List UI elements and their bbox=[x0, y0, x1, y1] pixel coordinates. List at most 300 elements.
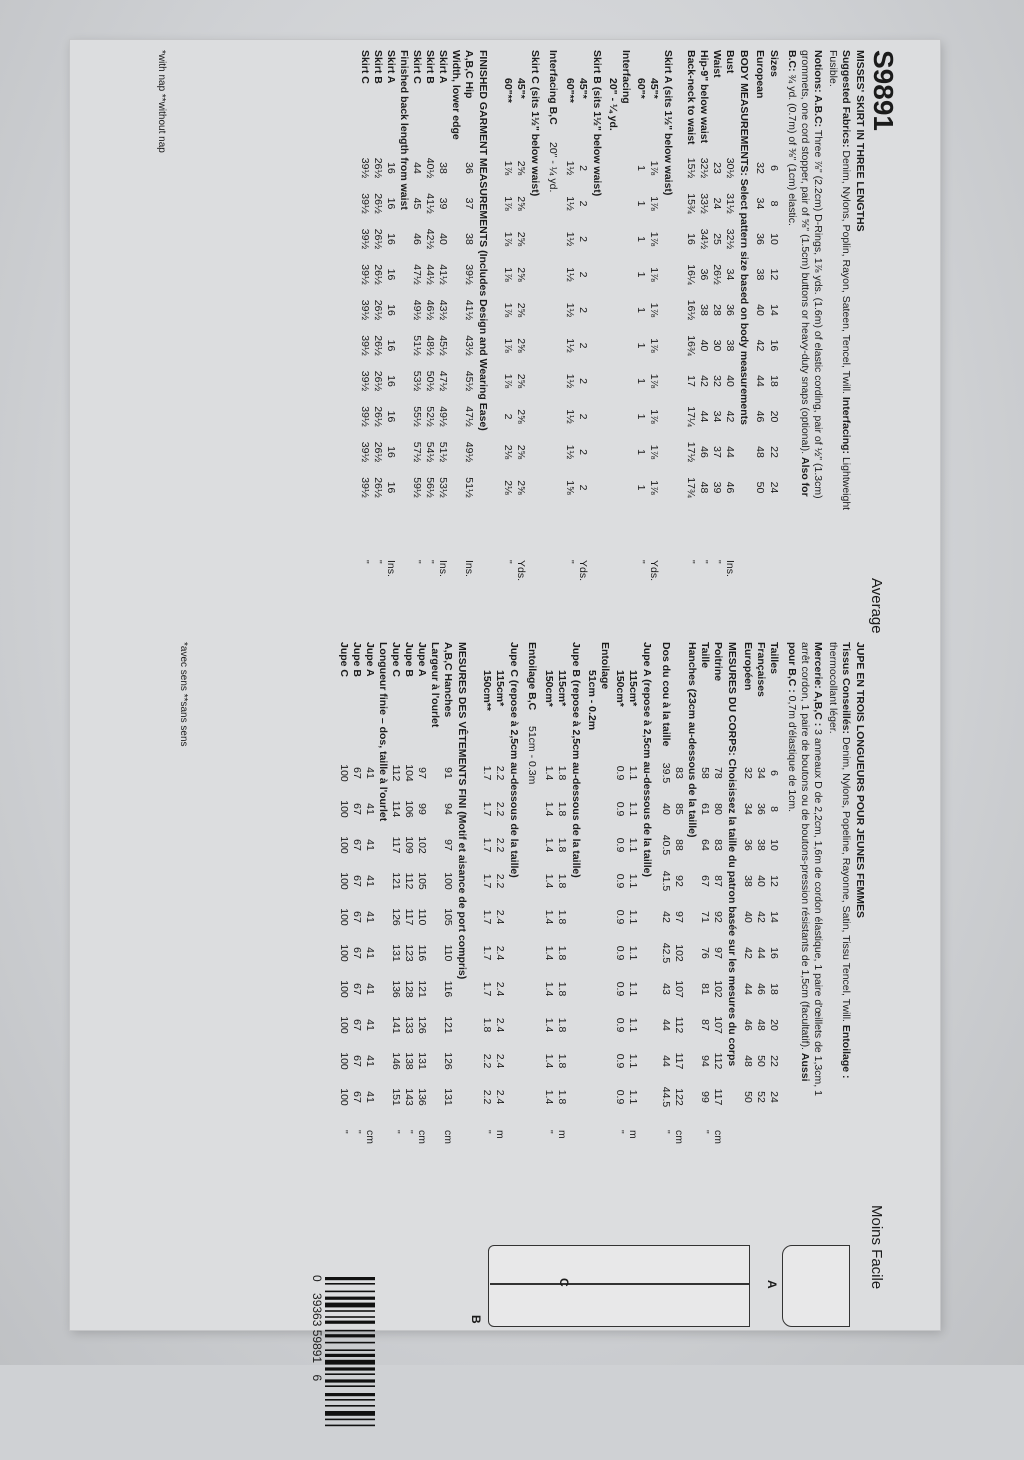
en-sizes-value: 24 bbox=[768, 481, 780, 494]
fr-jupe-b-row-value: 1.8 bbox=[556, 945, 568, 961]
fr-jupe-c-heading: Jupe C (repose à 2,5cm au-dessous de la taille) bbox=[508, 642, 520, 878]
en-back-row-value: 39½ bbox=[359, 157, 371, 179]
en-skirt-b-row-value: 2 bbox=[577, 378, 589, 384]
fr-jupe-c-row-value: 1.8 bbox=[481, 1017, 493, 1033]
barcode-check: 6 bbox=[310, 1374, 324, 1382]
en-back-row-value: 39½ bbox=[359, 299, 371, 321]
fr-width-row-value: 97 bbox=[416, 767, 428, 779]
barcode-bar bbox=[325, 1385, 375, 1387]
barcode-bar bbox=[325, 1373, 375, 1375]
en-sizes-value: 8 bbox=[768, 200, 780, 207]
fr-jupe-a-row-unit: m bbox=[627, 1130, 639, 1139]
fr-also-lead: Aussi bbox=[799, 1052, 811, 1082]
fr-europeen-value: 36 bbox=[742, 839, 754, 851]
fr-jupe-c-row-value: 2.2 bbox=[494, 801, 506, 817]
en-sizes-value: 20 bbox=[768, 410, 780, 423]
en-skirt-c-row-value: 1⅞ bbox=[502, 302, 514, 318]
fr-back-row-value: 67 bbox=[351, 767, 363, 779]
fr-body-row-value: 64 bbox=[699, 839, 711, 851]
barcode-bar bbox=[325, 1360, 375, 1365]
fr-entoilage-a-label: Entoilage bbox=[599, 642, 611, 690]
fr-body-row-label: Taille bbox=[699, 642, 711, 669]
fr-francaises-label: Françaises bbox=[755, 642, 767, 697]
en-width-row-value: 48½ bbox=[424, 335, 436, 356]
en-body-row-value: 32½ bbox=[698, 157, 710, 179]
fr-jupe-b-row-value: 1.4 bbox=[543, 837, 555, 853]
fr-width-row-value: 126 bbox=[416, 1016, 428, 1034]
en-notions-2: grommets, one cord stopper, pair of ⅝" (1.5cm) buttons or heavy-duty snaps (optional). bbox=[799, 50, 811, 455]
fr-tailles-value: 16 bbox=[768, 947, 780, 959]
en-sizes-value: 22 bbox=[768, 446, 780, 458]
en-skirt-a-row-value: 1⅞ bbox=[648, 480, 660, 495]
en-skirt-a-row-value: 1 bbox=[635, 200, 647, 207]
fr-entoilage-a-amount-label: 51cm - 0.2m bbox=[586, 670, 598, 731]
en-notions-line-3 bbox=[785, 50, 798, 226]
fr-tailles-value: 22 bbox=[768, 1055, 780, 1067]
fr-notions-line-2 bbox=[798, 642, 811, 1082]
en-back-row-value: 26½ bbox=[372, 406, 384, 427]
fr-back-row-unit: cm bbox=[364, 1130, 376, 1144]
fr-width-row-label: Jupe C bbox=[390, 642, 402, 678]
en-abc-hip-value: 43½ bbox=[463, 335, 475, 356]
fr-jupe-c-row-value: 1.7 bbox=[481, 945, 493, 961]
fr-footnote: *avec sens **sans sens bbox=[178, 642, 189, 747]
fr-fabrics bbox=[839, 642, 852, 1079]
fr-width-row-value: 131 bbox=[390, 944, 402, 962]
fr-body-row-value: 88 bbox=[673, 839, 685, 851]
fr-back-row-label: Jupe A bbox=[364, 642, 376, 677]
en-back-row-unit: " bbox=[372, 560, 384, 564]
en-back-row-value: 26½ bbox=[372, 193, 384, 214]
en-skirt-a-row-value: 1 bbox=[635, 378, 647, 384]
en-sizes-value: 18 bbox=[768, 375, 780, 387]
en-skirt-a-row-unit: " bbox=[635, 560, 647, 564]
fr-body-row-value: 41.5 bbox=[660, 870, 672, 892]
fr-body-row-label: Hanches (23cm au-dessous de la taille) bbox=[686, 642, 698, 838]
fr-back-row-value: 67 bbox=[351, 803, 363, 815]
fr-jupe-b-row-value: 1.4 bbox=[543, 1017, 555, 1033]
en-width-row-label: Skirt B bbox=[424, 50, 436, 84]
en-width-row-value: 51½ bbox=[411, 335, 423, 356]
fr-body-row-unit: " bbox=[699, 1130, 711, 1134]
fr-width-row-value: 109 bbox=[403, 836, 415, 854]
fr-back-row-value: 100 bbox=[338, 1016, 350, 1034]
en-body-row-value: 17¼ bbox=[685, 406, 697, 427]
en-width-row-value: 53½ bbox=[437, 477, 449, 498]
fr-jupe-a-row-value: 0.9 bbox=[614, 801, 626, 817]
en-european-value: 44 bbox=[754, 375, 766, 387]
fr-body-row-value: 61 bbox=[699, 803, 711, 815]
barcode-bar bbox=[325, 1393, 375, 1396]
fr-body-row-value: 44.5 bbox=[660, 1086, 672, 1108]
fr-width-row-value: 121 bbox=[390, 872, 402, 890]
en-abc-hip-value: 49½ bbox=[463, 441, 475, 463]
en-european-value: 42 bbox=[754, 339, 766, 352]
en-skirt-b-row-value: 1½ bbox=[564, 267, 576, 282]
difficulty-fr: Moins Facile bbox=[868, 1205, 885, 1290]
fr-back-row-value: 67 bbox=[351, 947, 363, 959]
en-skirt-b-row-value: 2 bbox=[577, 236, 589, 242]
fr-jupe-a-row-unit: " bbox=[614, 1130, 626, 1134]
fr-body-row-value: 99 bbox=[699, 1091, 711, 1103]
fr-jupe-a-row-value: 0.9 bbox=[614, 1053, 626, 1069]
difficulty-en: Average bbox=[868, 578, 885, 634]
en-back-row-unit: " bbox=[359, 560, 371, 564]
fr-jupe-a-row-value: 1.1 bbox=[627, 909, 639, 925]
fr-notions-1: 3 anneaux D de 2,2cm, 1,6m de cordon élastique, 1 paire d'œillets de 1,3cm, 1 bbox=[812, 729, 824, 1096]
fr-body-row-value: 102 bbox=[673, 944, 685, 962]
fr-jupe-a-row-value: 0.9 bbox=[614, 945, 626, 961]
en-skirt-c-row-value: 2⅝ bbox=[515, 302, 527, 318]
fr-jupe-a-row-value: 1.1 bbox=[627, 873, 639, 889]
en-body-row-value: 33½ bbox=[698, 193, 710, 214]
en-body-row-value: 16¾ bbox=[685, 335, 697, 356]
en-notions-lead: Notions: A.B.C: bbox=[812, 50, 824, 128]
fr-francaises-value: 38 bbox=[755, 839, 767, 851]
en-body-row-value: 31½ bbox=[724, 193, 736, 214]
en-width-row-value: 59½ bbox=[411, 477, 423, 498]
fr-body-row-value: 87 bbox=[712, 875, 724, 887]
en-fabrics-text: Denim, Nylons, Poplin, Rayon, Sateen, Tencel, Twill. bbox=[840, 150, 852, 394]
fr-back-row-value: 67 bbox=[351, 911, 363, 923]
barcode-bar bbox=[325, 1334, 375, 1337]
en-width-row-value: 51½ bbox=[437, 441, 449, 463]
fr-jupe-c-row-value: 2.4 bbox=[494, 945, 506, 961]
barcode-bar bbox=[325, 1297, 375, 1300]
en-body-row-unit: Ins. bbox=[724, 560, 736, 577]
en-body-row-value: 17½ bbox=[685, 441, 697, 463]
en-body-row-value: 44 bbox=[724, 446, 736, 458]
fr-back-row-label: Jupe C bbox=[338, 642, 350, 678]
en-skirt-b-row-value: 2 bbox=[577, 307, 589, 313]
en-skirt-a-row-value: 1 bbox=[635, 307, 647, 313]
fr-width-row-value: 138 bbox=[403, 1052, 415, 1070]
fr-jupe-a-row-value: 0.9 bbox=[614, 873, 626, 889]
fr-abc-hip-value: 121 bbox=[442, 1016, 454, 1034]
view-b-label: B bbox=[469, 1315, 483, 1324]
en-skirt-b-row-label: 45"* bbox=[577, 78, 589, 99]
fr-jupe-a-row-value: 1.1 bbox=[627, 765, 639, 781]
fr-width-row-value: 102 bbox=[416, 836, 428, 854]
fr-back-row-value: 41 bbox=[364, 767, 376, 779]
fr-francaises-value: 34 bbox=[755, 767, 767, 779]
fr-back-row-value: 67 bbox=[351, 1019, 363, 1031]
fr-jupe-a-row-label: 115cm* bbox=[627, 670, 639, 707]
barcode-bar bbox=[325, 1277, 375, 1280]
fr-jupe-c-row-unit: " bbox=[481, 1130, 493, 1134]
en-skirt-b-row-value: 1½ bbox=[564, 409, 576, 424]
en-back-row-value: 39½ bbox=[359, 228, 371, 250]
fr-jupe-b-row-value: 1.8 bbox=[556, 837, 568, 853]
en-skirt-b-row-unit: " bbox=[564, 560, 576, 564]
fr-jupe-b-row-label: 150cm* bbox=[543, 670, 555, 707]
en-back-row-value: 16 bbox=[385, 375, 397, 387]
en-skirt-b-row-value: 1½ bbox=[564, 373, 576, 389]
fr-back-row-unit: " bbox=[351, 1130, 363, 1134]
en-back-row-value: 39½ bbox=[359, 264, 371, 285]
en-interfacing-a-amount-label: 20" - ¼ yd. bbox=[607, 78, 619, 131]
en-body-row-value: 17¾ bbox=[685, 477, 697, 498]
en-interfacing-a-label: Interfacing bbox=[620, 50, 632, 104]
fr-body-row-value: 92 bbox=[673, 875, 685, 887]
barcode-bar bbox=[325, 1321, 375, 1324]
en-body-row-value: 38 bbox=[698, 304, 710, 316]
fr-back-row-unit: " bbox=[338, 1130, 350, 1134]
barcode-bars bbox=[323, 1275, 375, 1455]
en-abc-hip-value: 41½ bbox=[463, 299, 475, 321]
en-body-row-label: Waist bbox=[711, 50, 723, 78]
en-sizes-value: 6 bbox=[768, 165, 780, 171]
en-body-row-value: 16¼ bbox=[685, 264, 697, 285]
fr-francaises-value: 40 bbox=[755, 875, 767, 887]
fr-width-row-value: 136 bbox=[390, 980, 402, 998]
fr-jupe-a-row-value: 0.9 bbox=[614, 1017, 626, 1033]
fr-francaises-value: 46 bbox=[755, 983, 767, 995]
fr-jupe-a-row-value: 1.1 bbox=[627, 1089, 639, 1105]
en-back-row-value: 26½ bbox=[372, 299, 384, 321]
en-skirt-c-row-value: 1⅞ bbox=[502, 338, 514, 353]
en-width-row-value: 44 bbox=[411, 162, 423, 174]
en-skirt-a-row-value: 1⅞ bbox=[648, 338, 660, 353]
fr-jupe-b-row-unit: m bbox=[556, 1130, 568, 1139]
fr-notions-line-1 bbox=[811, 642, 824, 1096]
en-abc-hip-value: 38 bbox=[463, 233, 475, 245]
fr-width-label-label: Largeur à l'ourlet bbox=[429, 642, 441, 728]
en-body-row-value: 16½ bbox=[685, 299, 697, 321]
en-body-row-value: 15½ bbox=[685, 157, 697, 179]
en-abc-hip-value: 37 bbox=[463, 197, 475, 210]
en-back-row-value: 16 bbox=[385, 410, 397, 423]
fr-jupe-c-row-value: 2.2 bbox=[481, 1089, 493, 1105]
en-skirt-a-row-value: 1 bbox=[635, 449, 647, 455]
barcode-bar bbox=[325, 1354, 375, 1357]
en-body-row-unit: " bbox=[685, 560, 697, 564]
en-body-row-value: 38 bbox=[724, 339, 736, 352]
en-width-row-value: 53½ bbox=[411, 370, 423, 392]
fr-back-row-value: 41 bbox=[364, 983, 376, 995]
en-european-value: 34 bbox=[754, 197, 766, 210]
fr-jupe-a-row-value: 1.1 bbox=[627, 837, 639, 853]
en-notions-1: Three ⅞" (2.2cm) D-Rings, 1⅞ yds. (1.6m) of elastic cording, pair of ½" (1.3cm) bbox=[812, 129, 824, 499]
fr-abc-hip-value: 116 bbox=[442, 980, 454, 998]
en-skirt-c-row-value: 2⅝ bbox=[515, 160, 527, 176]
en-skirt-c-row-value: 1⅞ bbox=[502, 373, 514, 389]
barcode-bar bbox=[325, 1283, 375, 1285]
fr-body-row-value: 80 bbox=[712, 803, 724, 815]
en-width-row-value: 47½ bbox=[411, 264, 423, 285]
fr-back-row-value: 41 bbox=[364, 947, 376, 959]
fr-abc-hip-value: 94 bbox=[442, 803, 454, 815]
en-width-row-value: 46 bbox=[411, 233, 423, 245]
fr-body-row-value: 83 bbox=[712, 839, 724, 851]
en-width-row-value: 54½ bbox=[424, 441, 436, 463]
en-skirt-a-row-value: 1 bbox=[635, 342, 647, 349]
fr-title: JUPE EN TROIS LONGUEURS POUR JEUNES FEMMES bbox=[854, 642, 866, 918]
fr-body-row-value: 97 bbox=[673, 911, 685, 923]
en-back-row-value: 26½ bbox=[372, 228, 384, 250]
en-skirt-c-row-value: 2 bbox=[502, 413, 514, 420]
fr-body-row-unit: " bbox=[660, 1130, 672, 1134]
barcode-bar bbox=[325, 1349, 375, 1351]
fr-jupe-b-row-unit: " bbox=[543, 1130, 555, 1134]
en-width-row-value: 39 bbox=[437, 197, 449, 210]
en-width-row-unit: Ins. bbox=[437, 560, 449, 577]
en-fusible: Fusible. bbox=[827, 50, 839, 87]
en-body-row-value: 46 bbox=[698, 446, 710, 458]
en-sizes-value: 12 bbox=[768, 268, 780, 281]
en-skirt-c-row-label: 45"* bbox=[515, 78, 527, 99]
en-width-row-value: 50½ bbox=[424, 370, 436, 392]
en-skirt-c-row-value: 2⅝ bbox=[515, 196, 527, 211]
en-back-row-value: 26½ bbox=[372, 370, 384, 392]
fr-abc-hip-value: 131 bbox=[442, 1088, 454, 1106]
fr-abc-hip-value: 105 bbox=[442, 908, 454, 926]
barcode bbox=[305, 1275, 375, 1460]
fr-width-row-value: 143 bbox=[403, 1088, 415, 1106]
fr-jupe-a-heading: Jupe A (repose à 2,5cm au-dessous de la taille) bbox=[641, 642, 653, 877]
en-skirt-b-row-value: 2 bbox=[577, 271, 589, 278]
barcode-bar bbox=[325, 1303, 375, 1308]
en-width-row-value: 43½ bbox=[437, 299, 449, 321]
en-skirt-c-row-value: 1⅞ bbox=[502, 267, 514, 282]
fr-jupe-b-row-value: 1.4 bbox=[543, 1053, 555, 1069]
fr-abc-hip-value: 100 bbox=[442, 872, 454, 890]
fr-body-heading: MESURES DU CORPS: Choisissez la taille du patron basée sur les mesures du corps bbox=[726, 642, 738, 1067]
barcode-bar bbox=[325, 1425, 375, 1427]
en-abc-hip-value: 39½ bbox=[463, 264, 475, 285]
en-width-row-value: 45½ bbox=[437, 335, 449, 356]
en-body-row-value: 37 bbox=[711, 446, 723, 458]
view-a-label: A bbox=[765, 1280, 779, 1289]
fr-jupe-a-row-label: 150cm* bbox=[614, 670, 626, 707]
fr-jupe-c-row-value: 1.7 bbox=[481, 801, 493, 817]
fr-tailles-value: 24 bbox=[768, 1091, 780, 1103]
en-skirt-a-row-value: 1 bbox=[635, 484, 647, 491]
fr-jupe-c-row-value: 1.7 bbox=[481, 837, 493, 853]
fr-jupe-b-row-value: 1.8 bbox=[556, 873, 568, 889]
en-also-lead: Also for bbox=[799, 457, 811, 497]
fr-notions-3: 0,7m d'élastique de 1cm. bbox=[786, 695, 798, 813]
en-width-row-value: 46½ bbox=[424, 299, 436, 321]
en-body-row-unit: " bbox=[711, 560, 723, 564]
fr-notions-2: arrêt cordon, 1 paire de boutons ou de boutons-pression résistants de 1,5cm (facultatif). bbox=[799, 642, 811, 1050]
fr-body-row-value: 102 bbox=[712, 980, 724, 998]
en-skirt-c-row-value: 2⅛ bbox=[502, 444, 514, 460]
en-skirt-c-row-unit: " bbox=[502, 560, 514, 564]
fr-body-row-value: 112 bbox=[673, 1016, 685, 1034]
fr-back-label-label: Longueur finie – dos, taille à l'ourlet bbox=[377, 642, 389, 822]
en-skirt-c-heading: Skirt C (sits 1½" below waist) bbox=[529, 50, 541, 197]
fr-jupe-c-row-value: 2.4 bbox=[494, 1053, 506, 1069]
en-width-row-value: 41½ bbox=[424, 193, 436, 214]
en-european-value: 32 bbox=[754, 162, 766, 174]
en-fabrics-lead: Suggested Fabrics: bbox=[840, 50, 852, 148]
fr-abc-hip-value: 97 bbox=[442, 839, 454, 851]
en-body-row-value: 48 bbox=[698, 481, 710, 494]
fr-jupe-c-row-value: 2.4 bbox=[494, 1089, 506, 1105]
fr-interfacing-lead: Entoilage : bbox=[840, 1024, 852, 1079]
pattern-number: S9891 bbox=[868, 50, 899, 131]
fr-finished-heading: MESURES DES VÊTEMENTS FINI (Motif et aisance de port compris) bbox=[456, 642, 468, 980]
fr-body-row-value: 39.5 bbox=[660, 762, 672, 784]
fr-jupe-b-row-value: 1.8 bbox=[556, 801, 568, 817]
en-skirt-a-row-value: 1⅞ bbox=[648, 409, 660, 424]
en-body-row-value: 30½ bbox=[724, 157, 736, 179]
en-skirt-b-row-value: 1½ bbox=[564, 231, 576, 247]
fr-abc-hip-value: 126 bbox=[442, 1052, 454, 1070]
en-width-row-value: 40½ bbox=[424, 157, 436, 179]
en-back-row-value: 16 bbox=[385, 304, 397, 316]
en-notions-line-2 bbox=[798, 50, 811, 497]
en-back-row-value: 16 bbox=[385, 233, 397, 245]
fr-jupe-b-row-value: 1.4 bbox=[543, 873, 555, 889]
en-body-row-value: 16 bbox=[685, 233, 697, 245]
fr-abc-hip-label: A,B,C Hanches bbox=[442, 642, 454, 718]
en-body-row-value: 24 bbox=[711, 197, 723, 210]
fr-back-row-value: 100 bbox=[338, 980, 350, 998]
en-body-row-value: 28 bbox=[711, 304, 723, 316]
en-body-row-label: Back-neck to waist bbox=[685, 50, 697, 145]
barcode-bar bbox=[325, 1316, 375, 1318]
en-skirt-c-row-value: 1⅞ bbox=[502, 196, 514, 211]
en-skirt-b-heading: Skirt B (sits 1½" below waist) bbox=[591, 50, 603, 197]
fr-width-row-value: 128 bbox=[403, 980, 415, 998]
fr-width-row-unit: " bbox=[390, 1130, 402, 1134]
en-skirt-b-row-value: 2 bbox=[577, 413, 589, 420]
fr-jupe-c-row-label: 150cm** bbox=[481, 670, 493, 711]
en-body-row-value: 34½ bbox=[698, 228, 710, 250]
fr-back-row-value: 67 bbox=[351, 983, 363, 995]
en-body-row-value: 30 bbox=[711, 339, 723, 352]
en-skirt-c-row-value: 2⅝ bbox=[515, 338, 527, 353]
fr-jupe-b-row-value: 1.4 bbox=[543, 801, 555, 817]
en-body-row-label: Hip-9" below waist bbox=[698, 50, 710, 144]
fr-body-row-value: 42 bbox=[660, 911, 672, 923]
en-european-value: 46 bbox=[754, 410, 766, 423]
en-back-row-label: Skirt B bbox=[372, 50, 384, 84]
en-abc-hip-unit: Ins. bbox=[463, 560, 475, 577]
fr-width-row-value: 117 bbox=[403, 908, 415, 926]
barcode-bar bbox=[325, 1342, 375, 1344]
fr-width-row-label: Jupe A bbox=[416, 642, 428, 677]
fr-jupe-a-row-value: 0.9 bbox=[614, 909, 626, 925]
fr-body-row-value: 43 bbox=[660, 983, 672, 995]
en-skirt-c-row-value: 2⅝ bbox=[515, 267, 527, 282]
fr-notions-3-lead: pour B,C : bbox=[786, 642, 798, 693]
fr-body-row-value: 76 bbox=[699, 947, 711, 959]
fr-width-row-value: 112 bbox=[403, 872, 415, 890]
en-body-row-unit: " bbox=[698, 560, 710, 564]
fr-jupe-c-row-value: 1.7 bbox=[481, 981, 493, 997]
fr-body-row-unit: cm bbox=[673, 1130, 685, 1144]
en-european-value: 48 bbox=[754, 446, 766, 458]
en-abc-hip-value: 45½ bbox=[463, 370, 475, 392]
fr-jupe-b-row-value: 1.8 bbox=[556, 765, 568, 781]
fr-jupe-b-row-value: 1.8 bbox=[556, 981, 568, 997]
barcode-digits: 39363 59891 bbox=[310, 1293, 324, 1364]
fr-back-row-value: 41 bbox=[364, 875, 376, 887]
en-body-row-value: 42 bbox=[698, 375, 710, 387]
en-skirt-b-row-value: 1½ bbox=[564, 444, 576, 460]
en-skirt-b-row-value: 2 bbox=[577, 200, 589, 207]
en-body-row-value: 32 bbox=[711, 375, 723, 387]
en-width-row-value: 55½ bbox=[411, 406, 423, 427]
en-width-row-value: 45 bbox=[411, 197, 423, 210]
barcode-bar bbox=[325, 1310, 375, 1312]
view-c-label: C bbox=[557, 1278, 571, 1287]
fr-body-row-value: 40 bbox=[660, 803, 672, 815]
fr-width-row-value: 121 bbox=[416, 980, 428, 998]
